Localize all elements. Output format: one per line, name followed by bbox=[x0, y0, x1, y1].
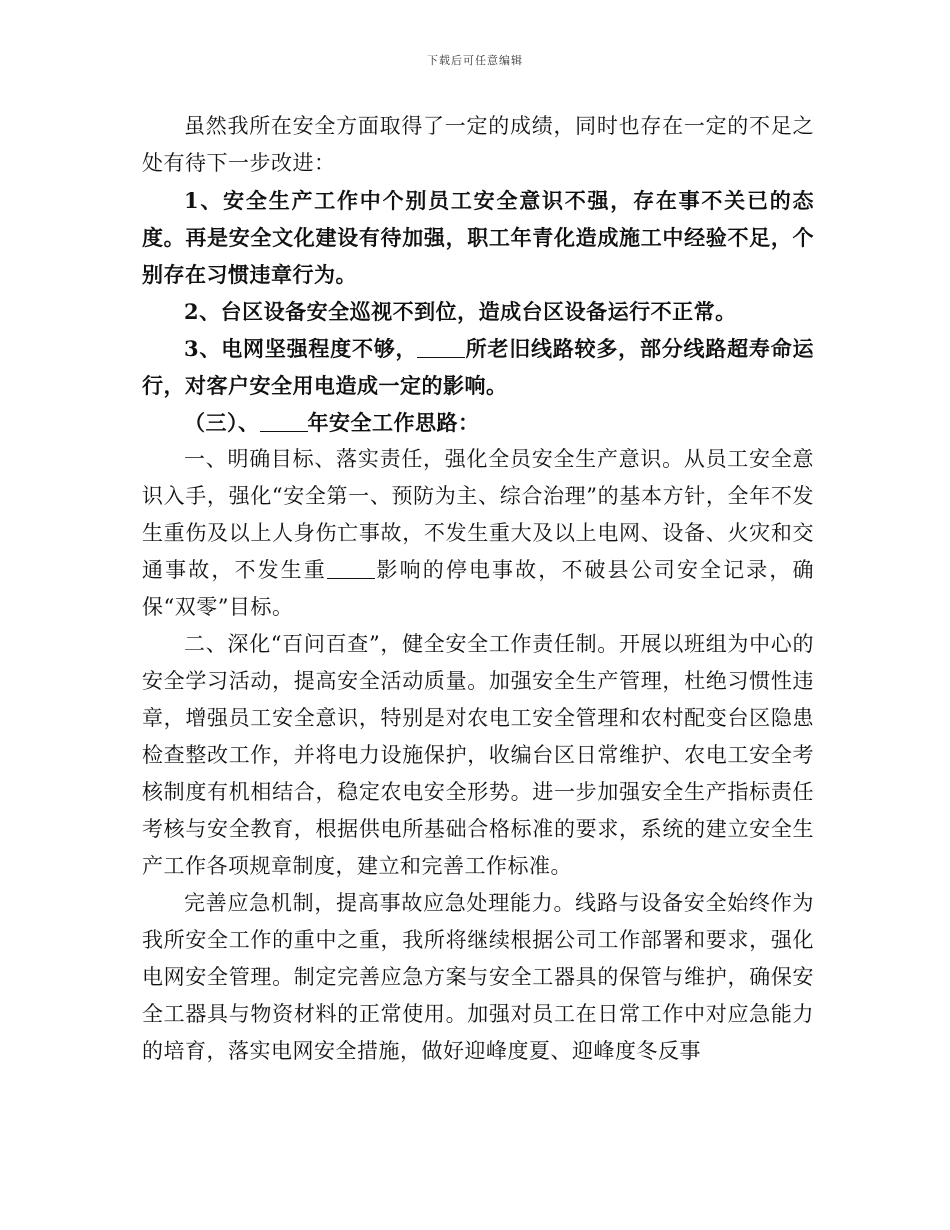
blank-underline bbox=[260, 410, 308, 432]
paragraph-goal bbox=[142, 441, 814, 626]
paragraph-issue-3-after: 所老旧线路较多，部分线路超寿命运行，对客户安全用电造成一定的影响。 bbox=[142, 336, 814, 398]
paragraph-issue-1: 1、安全生产工作中个别员工安全意识不强，存在事不关已的态度。再是安全文化建设有待加强，职工年青化造成施工中经验不足，个别存在习惯违章行为。 bbox=[142, 188, 814, 287]
page-header: 下载后可任意编辑 bbox=[427, 54, 523, 67]
paragraph-responsibility: 二、深化“百问百查”，健全安全工作责任制。开展以班组为中心的安全学习活动，提高安全活动质量。加强安全生产管理，杜绝习惯性违章，增强员工安全意识，特别是对农电工安全管理和农村配变台区隐患检查整改工作，并将电力设施保护，收编台区日常维护、农电工安全考核制度有机相结合，稳定农电安全形势。进一步加强安全生产指标责任考核与安全教育，根据供电所基础合格标准的要求，系统的建立安全生产工作各项规章制度，建立和完善工作标准。 bbox=[142, 632, 814, 878]
paragraph-issue-3 bbox=[142, 330, 814, 404]
paragraph-issue-2: 2、台区设备安全巡视不到位，造成台区设备运行不正常。 bbox=[184, 299, 737, 324]
paragraph-intro: 虽然我所在安全方面取得了一定的成绩，同时也存在一定的不足之处有待下一步改进： bbox=[142, 114, 814, 175]
paragraph-emergency: 完善应急机制，提高事故应急处理能力。线路与设备安全始终作为我所安全工作的重中之重，我所将继续根据公司工作部署和要求，强化电网安全管理。制定完善应急方案与安全工器具的保管与维护，确保安全工器具与物资材料的正常使用。加强对员工在日常工作中对应急能力的培育，落实电网安全措施，做好迎峰度夏、迎峰度冬反事 bbox=[142, 891, 814, 1063]
section-heading-before: （三）、 bbox=[184, 410, 260, 435]
blank-underline bbox=[417, 336, 465, 358]
document-body bbox=[142, 108, 814, 1070]
section-heading-after: 年安全工作思路： bbox=[307, 410, 480, 435]
paragraph-goal-before: 一、明确目标、落实责任，强化全员安全生产意识。从员工安全意识入手，强化“安全第一、预防为主、综合治理”的基本方针，全年不发生重伤及以上人身伤亡事故，不发生重大及以上电网、设备、火灾和交通事故，不发生重 bbox=[142, 447, 814, 582]
paragraph-goal-after: 影响的停电事故，不破县公司安全记录，确保“双零”目标。 bbox=[142, 558, 815, 619]
paragraph-issue-3-before: 3、电网坚强程度不够， bbox=[184, 336, 418, 361]
section-heading bbox=[142, 404, 814, 441]
blank-underline bbox=[327, 557, 375, 579]
